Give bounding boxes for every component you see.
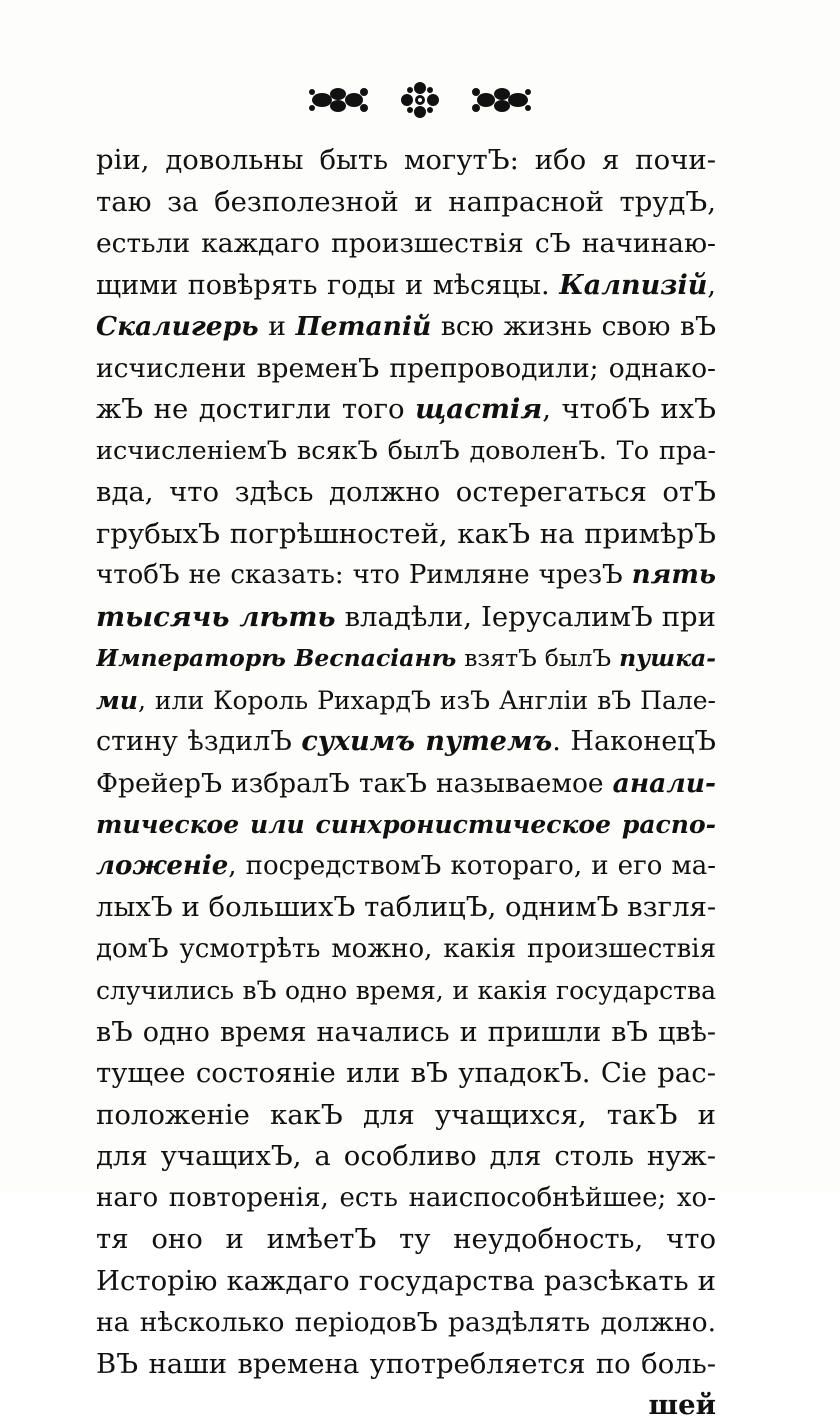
text-line [96, 1136, 716, 1178]
text-line [96, 597, 716, 639]
italic-text: анали- [612, 767, 716, 799]
text-line [96, 763, 716, 805]
text-run: , чтобЪ ихЪ [542, 393, 716, 425]
text-run: владѣли, ІерусалимЪ при [335, 600, 716, 633]
italic-text: щастія [415, 393, 543, 425]
italic-text: Петапій [295, 311, 432, 342]
text-line [96, 182, 716, 224]
text-run: грубыхЪ погрѣшностей, какЪ на примѣрЪ [96, 517, 716, 550]
text-line [96, 1344, 716, 1386]
text-run: стину ѣздилЪ [96, 726, 302, 757]
text-run: щими повѣрять годы и мѣсяцы. [96, 269, 560, 301]
text-run: лыхЪ и большихЪ таблицЪ, однимЪ взгля- [96, 891, 716, 923]
text-line [96, 804, 716, 846]
text-line [96, 472, 716, 514]
text-run: наго повторенія, есть наиспособнѣйшее; хо- [96, 1182, 716, 1213]
text-run: таю за безполезной и напрасной трудЪ, [96, 185, 716, 218]
text-line [96, 638, 716, 680]
italic-text: сухимъ путемъ [301, 726, 553, 757]
text-line [96, 348, 716, 390]
text-line [96, 680, 716, 722]
text-line [96, 887, 716, 929]
fleuron-ornament-icon [300, 80, 540, 120]
italic-text: ложеніе [96, 850, 229, 881]
text-run: исчисленіемЪ всякЪ былЪ доволенЪ. То пра- [96, 435, 716, 466]
text-run: ВЪ наши времена употребляется по боль- [96, 1347, 716, 1380]
text-run: домЪ усмотрѣть можно, какія произшествія [96, 933, 716, 964]
text-run: положеніе какЪ для учащихся, такЪ и [96, 1098, 716, 1131]
italic-text: пушка- [619, 644, 716, 672]
text-run: . НаконецЪ [552, 726, 716, 757]
text-line [96, 265, 716, 307]
text-run: , [707, 269, 716, 301]
text-run: тя оно и имѣетЪ ту неудобность, что [96, 1223, 716, 1255]
text-line [96, 721, 716, 763]
italic-text: Скалигерь [96, 311, 259, 342]
italic-text: тическое или синхронистическое распо- [96, 810, 716, 839]
text-line [96, 1095, 716, 1137]
text-run: тущее состояніе или вЪ упадокЪ. Сіе рас- [96, 1057, 716, 1089]
text-line [96, 1261, 716, 1303]
text-run: ФрейерЪ избралЪ такЪ называемое [96, 767, 613, 799]
text-line [96, 1219, 716, 1261]
text-line [96, 306, 716, 348]
italic-text: Императорѣ Веспасіанѣ [96, 644, 457, 672]
text-line [96, 140, 716, 182]
text-line [96, 389, 716, 431]
text-line [96, 1178, 716, 1220]
text-run: Исторію каждаго государства разсѣкать и [96, 1264, 716, 1297]
text-run: исчислени временЪ препроводили; однако- [96, 352, 716, 384]
text-line [96, 1053, 716, 1095]
text-line [96, 555, 716, 597]
text-run: вЪ одно время начались и пришли вЪ цвѣ- [96, 1016, 716, 1048]
text-run: , или Король РихардЪ изЪ Англіи вЪ Пале- [137, 685, 716, 715]
text-run: на нѣсколько періодовЪ раздѣлять должно. [96, 1307, 716, 1338]
text-run: и [258, 311, 296, 342]
text-run: естьли каждаго произшествія сЪ начинаю- [96, 228, 716, 259]
text-line [96, 431, 716, 473]
text-line [96, 1302, 716, 1344]
text-line [96, 514, 716, 556]
text-run: , посредствомЪ котораго, и его ма- [228, 850, 716, 881]
body-text [96, 140, 716, 1427]
text-run: вда, что здѣсь должно остерегаться отЪ [96, 476, 716, 508]
text-run: чтобЪ не сказать: что Римляне чрезЪ [96, 560, 632, 590]
text-run: взятЪ былЪ [456, 644, 620, 672]
text-line [96, 223, 716, 265]
catchword: шей [648, 1389, 716, 1421]
text-run: всю жизнь свою вЪ [431, 311, 716, 342]
text-run: жЪ не достигли того [96, 393, 416, 425]
text-line [96, 970, 716, 1012]
text-line [96, 846, 716, 888]
text-run: для учащихЪ, а особливо для столь нуж- [96, 1140, 716, 1172]
text-line [96, 1012, 716, 1054]
text-run: ріи, довольны быть могутЪ: ибо я почи- [96, 144, 716, 176]
italic-text: пять [631, 560, 716, 590]
text-line [96, 929, 716, 971]
italic-text: тысячь лѣть [96, 600, 336, 633]
italic-text: Калпизій [559, 269, 708, 301]
text-run: случились вЪ одно время, и какія государства [96, 976, 716, 1005]
italic-text: ми [96, 685, 138, 715]
